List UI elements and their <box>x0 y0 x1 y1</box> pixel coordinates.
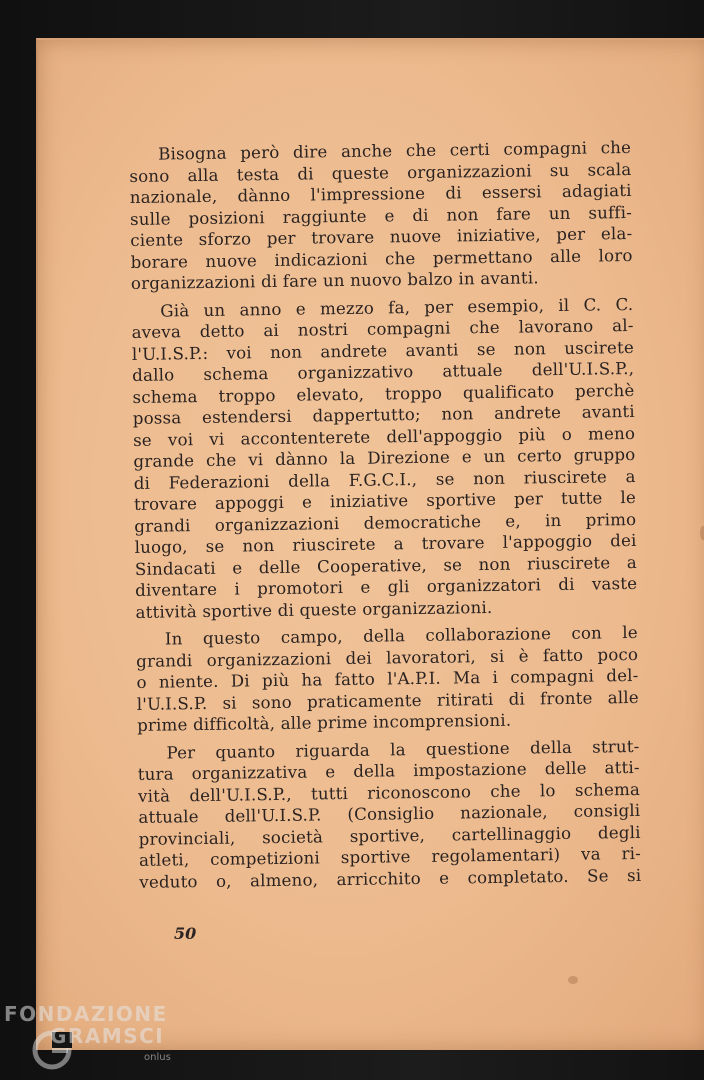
text-line: o niente. Di più ha fatto l'A.P.I. Ma i compagni del- <box>136 665 639 692</box>
text-line: Sindacati e delle Cooperative, se non riuscirete a <box>134 552 638 579</box>
text-line: l'U.I.S.P.: voi non andrete avanti se non uscirete <box>131 337 635 364</box>
watermark-suffix: onlus <box>144 1052 171 1063</box>
page-number: 50 <box>174 924 197 943</box>
text-line: possa estendersi dappertutto; non andrete avanti <box>132 401 635 428</box>
text-line: grande che vi dànno la Direzione e un certo gruppo <box>133 444 636 471</box>
body-text <box>129 137 641 893</box>
watermark-line1: FONDAZIONE <box>4 1002 168 1026</box>
paragraph <box>136 622 639 736</box>
text-line: nazionale, dànno l'impressione di essersi adagiati <box>129 180 632 207</box>
text-line: se voi vi accontenterete dell'appoggio più o meno <box>133 423 636 450</box>
text-line: schema troppo elevato, troppo qualificato perchè <box>132 380 635 407</box>
text-line: luogo, se non riuscirete a trovare l'appoggio dei <box>134 530 637 557</box>
text-line: dallo schema organizzativo attuale dell'U.I.S.P., <box>132 358 635 385</box>
text-line: In questo campo, della collaborazione con le <box>164 622 639 649</box>
fondazione-gramsci-watermark <box>4 1000 204 1080</box>
text-line: Bisogna però dire anche che certi compagni che <box>158 137 632 164</box>
text-line: prime difficoltà, alle prime incomprensioni. <box>136 710 512 735</box>
text-line: borare nuove indicazioni che permettano alle loro <box>130 245 633 272</box>
text-line: l'U.I.S.P. si sono praticamente ritirati di fronte alle <box>136 687 639 714</box>
text-line: attività sportive di queste organizzazioni. <box>135 597 493 622</box>
text-line: sono alla testa di queste organizzazioni su scala <box>129 159 632 186</box>
text-line: grandi organizzazioni democratiche e, in primo <box>134 509 637 536</box>
text-line: Per quanto riguarda la questione della strut- <box>166 736 640 763</box>
text-line: attuale dell'U.I.S.P. (Consiglio nazionale, consigli <box>138 800 641 827</box>
watermark-line2: GRAMSCI <box>50 1024 165 1048</box>
text-line: provinciali, società sportive, cartellinaggio degli <box>138 822 641 849</box>
text-line: grandi organizzazioni dei lavoratori, si è fatto poco <box>136 644 639 671</box>
text-line: ciente sforzo per trovare nuove iniziative, per ela- <box>130 223 633 250</box>
text-line: vità dell'U.I.S.P., tutti riconoscono che lo schema <box>137 779 641 806</box>
paper-stain <box>700 526 704 540</box>
paragraph <box>131 293 637 622</box>
text-line: trovare appoggi e iniziative sportive per tutte le <box>133 487 637 514</box>
text-line: organizzazioni di fare un nuovo balzo in avanti. <box>130 268 539 293</box>
text-line: di Federazioni della F.G.C.I., se non riuscirete a <box>133 466 636 493</box>
paragraph <box>137 735 641 892</box>
text-line: diventare i promotori e gli organizzatori di vaste <box>135 573 638 600</box>
text-line: sulle posizioni raggiunte e di non fare un suffi- <box>129 202 633 229</box>
text-line: tura organizzativa e della impostazione delle atti- <box>137 757 640 784</box>
text-line: veduto o, almeno, arricchito e completato. Se si <box>139 865 642 892</box>
text-line: Già un anno e mezzo fa, per esempio, il C. C. <box>160 294 634 321</box>
paper-stain <box>568 976 578 984</box>
text-line: atleti, competizioni sportive regolamentari) va ri- <box>138 843 642 870</box>
paragraph <box>129 137 633 294</box>
text-line: aveva detto ai nostri compagni che lavorano al- <box>131 315 634 342</box>
